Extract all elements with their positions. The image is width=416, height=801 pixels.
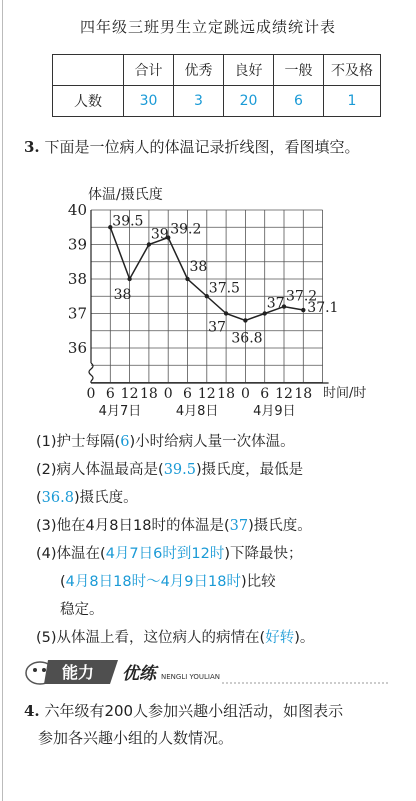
header-cell: 合计 [124, 55, 174, 86]
line-text: )下降最快； [224, 546, 303, 562]
answer-line-5 [36, 542, 303, 563]
value-cell: 20 [224, 86, 274, 117]
line-text: (1)护士每隔( [36, 434, 121, 450]
answer-fill: 好转 [265, 630, 295, 646]
day-label: 4月9日 [253, 404, 296, 419]
question-number: 4. [24, 702, 40, 720]
line-text: (4)体温在( [36, 546, 106, 562]
chart-labels [68, 201, 339, 419]
x-tick-label: 6 [260, 386, 270, 402]
data-label: 37.2 [286, 288, 318, 305]
value-cell: 30 [124, 86, 174, 117]
data-label: 37 [208, 319, 226, 336]
temperature-line-chart [0, 178, 416, 443]
line-text: ( [60, 574, 66, 590]
answer-line-4 [36, 514, 312, 535]
answer-line-8 [36, 626, 314, 647]
x-tick-label: 6 [105, 386, 115, 402]
x-tick-label: 18 [294, 386, 313, 402]
answer-line-3 [36, 486, 138, 507]
line-text: )比较 [240, 574, 276, 590]
answer-line-1 [36, 430, 295, 451]
data-point [147, 242, 151, 246]
answer-fill: 37 [229, 518, 249, 534]
line-text: (3)他在4月8日18时的体温是( [36, 518, 230, 534]
banner-title: 能力 [62, 663, 95, 682]
value-cell: 6 [274, 86, 324, 117]
table-title: 四年级三班男生立定跳远成绩统计表 [79, 18, 336, 36]
question-text: 六年级有200人参加兴趣小组活动，如图表示 [44, 702, 344, 720]
header-cell: 优秀 [174, 55, 224, 86]
y-tick-label: 39 [67, 235, 87, 254]
data-label: 37.1 [307, 300, 339, 317]
stats-table [52, 54, 381, 117]
answer-fill: 4月8日18时～4月9日18时 [65, 574, 241, 590]
answer-fill: 36.8 [41, 490, 74, 506]
question-4 [24, 700, 343, 721]
line-text: (2)病人体温最高是( [36, 462, 164, 478]
x-tick-label: 12 [275, 386, 293, 402]
data-label: 37.5 [208, 280, 240, 297]
y-axis-label: 体温/摄氏度 [88, 187, 163, 203]
x-tick-label: 12 [120, 386, 139, 402]
question-3 [24, 136, 359, 157]
answer-fill: 4月7日6时到12时 [105, 546, 225, 562]
data-label: 39.2 [170, 221, 202, 238]
answer-line-6 [60, 570, 276, 591]
banner-pinyin: NENGLI YOULIAN [161, 673, 221, 681]
header-cell: 一般 [274, 55, 324, 86]
mascot-eye-icon [33, 668, 37, 672]
line-text: )摄氏度，最低是 [196, 462, 304, 478]
line-text: )小时给病人量一次体温。 [129, 434, 295, 450]
data-point [185, 277, 189, 281]
data-label: 37 [266, 295, 285, 312]
data-point [127, 277, 131, 281]
x-tick-label: 0 [163, 386, 173, 402]
data-label: 39 [150, 226, 169, 243]
question-text: 下面是一位病人的体温记录折线图，看图填空。 [44, 138, 360, 156]
y-tick-label: 37 [67, 304, 87, 323]
mascot-eye-icon [42, 668, 46, 672]
y-tick-label: 40 [67, 201, 87, 219]
day-label: 4月7日 [98, 404, 142, 419]
line-text: )。 [294, 630, 315, 646]
y-tick-label: 38 [67, 270, 87, 288]
line-text: )摄氏度。 [73, 490, 138, 506]
data-point [224, 311, 228, 315]
question-number: 3. [24, 138, 40, 156]
line-text: )摄氏度。 [248, 518, 312, 534]
header-cell-empty [53, 55, 124, 86]
day-label: 4月8日 [175, 404, 219, 419]
data-label: 38 [113, 287, 132, 303]
header-cell: 不及格 [324, 55, 381, 86]
data-label: 36.8 [231, 330, 263, 347]
line-text: ( [36, 490, 42, 506]
question-4-cont: 参加各兴趣小组的人数情况。 [38, 729, 234, 747]
value-cell: 3 [174, 86, 224, 117]
data-point [243, 318, 247, 322]
table-row [53, 86, 381, 117]
x-tick-label: 18 [139, 386, 158, 402]
x-axis-label: 时间/时 [323, 386, 367, 401]
table-header-row [53, 55, 381, 86]
axis-break-icon [89, 363, 93, 381]
x-tick-label: 6 [183, 386, 192, 402]
y-tick-label: 36 [67, 339, 87, 357]
banner-subtitle: 优练 [122, 664, 156, 684]
data-point [263, 311, 267, 315]
data-label: 39.5 [112, 213, 144, 230]
answer-line-2 [36, 458, 303, 479]
row-label: 人数 [53, 86, 124, 117]
header-cell: 良好 [224, 55, 274, 86]
value-cell: 1 [324, 86, 381, 117]
x-tick-label: 0 [86, 386, 96, 402]
answer-line-7: 稳定。 [60, 602, 104, 618]
section-banner [22, 656, 392, 688]
line-text: (5)从体温上看，这位病人的病情在( [36, 630, 266, 646]
answer-fill: 39.5 [163, 462, 196, 478]
x-tick-label: 12 [197, 386, 216, 402]
answer-fill: 6 [120, 434, 130, 450]
x-tick-label: 0 [240, 386, 250, 402]
data-label: 38 [189, 259, 208, 275]
data-point [301, 308, 305, 312]
x-tick-label: 18 [217, 386, 236, 402]
